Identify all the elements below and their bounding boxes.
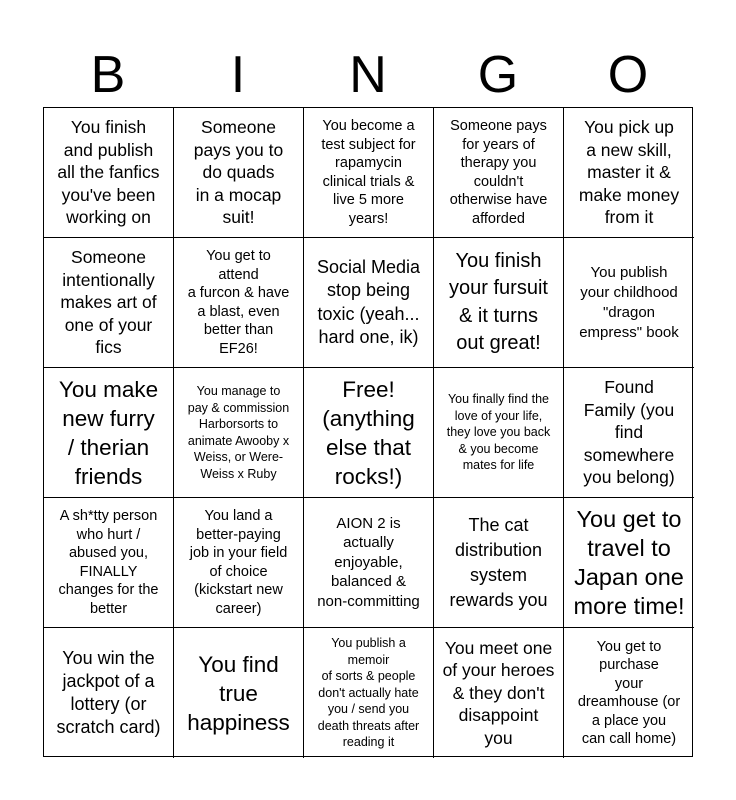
bingo-board [43, 107, 693, 757]
cell-text: AION 2 is actually enjoyable, balanced & non-committing [317, 514, 420, 610]
bingo-cell[interactable] [174, 628, 304, 758]
cell-text: You publish a memoir of sorts & people don't actually hate you / send you death threats after reading it [317, 636, 420, 750]
bingo-cell[interactable] [304, 238, 434, 368]
bingo-cell[interactable] [434, 238, 564, 368]
bingo-cell[interactable] [44, 368, 174, 498]
header-letter-g: G [477, 46, 519, 104]
cell-text: You meet one of your heroes & they don't disappoint you [442, 637, 555, 748]
bingo-cell[interactable] [434, 498, 564, 628]
bingo-cell[interactable] [564, 108, 694, 238]
cell-text: Found Family (you find somewhere you belong) [583, 377, 675, 488]
bingo-cell[interactable] [434, 368, 564, 498]
cell-text: You get to attend a furcon & have a blast, even better than EF26! [187, 248, 290, 357]
header-letter-o: O [607, 46, 649, 104]
bingo-cell[interactable] [174, 498, 304, 628]
cell-text: Someone pays you to do quads in a mocap suit! [193, 117, 284, 228]
bingo-cell[interactable] [564, 238, 694, 368]
cell-text: You find true happiness [187, 651, 290, 735]
cell-text: Someone intentionally makes art of one of your fics [60, 247, 157, 358]
cell-text: You finish and publish all the fanfics you've been working on [57, 117, 160, 228]
bingo-cell[interactable] [434, 108, 564, 238]
bingo-cell[interactable] [304, 108, 434, 238]
bingo-cell[interactable] [304, 368, 434, 498]
bingo-cell[interactable] [304, 628, 434, 758]
header-letter-i: I [230, 46, 246, 104]
bingo-cell[interactable] [174, 238, 304, 368]
bingo-cell[interactable] [44, 628, 174, 758]
cell-text: You finally find the love of your life, they love you back & you become mates for life [446, 392, 551, 473]
header-letter-b: B [90, 46, 126, 104]
bingo-cell[interactable] [434, 628, 564, 758]
cell-text: Social Media stop being toxic (yeah... hard one, ik) [316, 256, 421, 347]
cell-text: You manage to pay & commission Harborsorts to animate Awooby x Weiss, or Were- Weiss x Ruby [187, 384, 290, 481]
bingo-cell[interactable] [44, 498, 174, 628]
header-letter-n: N [349, 46, 387, 104]
cell-text: Free! (anything else that rocks!) [322, 376, 415, 489]
bingo-cell[interactable] [304, 498, 434, 628]
cell-text: You land a better-paying job in your field of choice (kickstart new career) [189, 508, 288, 617]
cell-text: You get to purchase your dreamhouse (or a place you can call home) [577, 638, 681, 747]
cell-text: A sh*tty person who hurt / abused you, FINALLY changes for the better [58, 508, 159, 617]
bingo-cell[interactable] [44, 108, 174, 238]
bingo-cell[interactable] [564, 628, 694, 758]
bingo-cell[interactable] [44, 238, 174, 368]
cell-text: You make new furry / therian friends [58, 376, 159, 489]
cell-text: You finish your fursuit & it turns out great! [449, 249, 548, 354]
cell-text: The cat distribution system rewards you [449, 514, 548, 610]
cell-text: You become a test subject for rapamycin clinical trials & live 5 more years! [321, 118, 416, 227]
bingo-header [43, 48, 693, 102]
cell-text: You publish your childhood "dragon empress" book [579, 263, 679, 341]
bingo-cell[interactable] [174, 108, 304, 238]
bingo-cell[interactable] [564, 368, 694, 498]
bingo-cell[interactable] [174, 368, 304, 498]
cell-text: You pick up a new skill, master it & make money from it [578, 117, 680, 228]
cell-text: You get to travel to Japan one more time! [573, 505, 685, 619]
bingo-cell[interactable] [564, 498, 694, 628]
cell-text: You win the jackpot of a lottery (or scratch card) [56, 648, 161, 737]
cell-text: Someone pays for years of therapy you couldn't otherwise have afforded [449, 118, 548, 227]
